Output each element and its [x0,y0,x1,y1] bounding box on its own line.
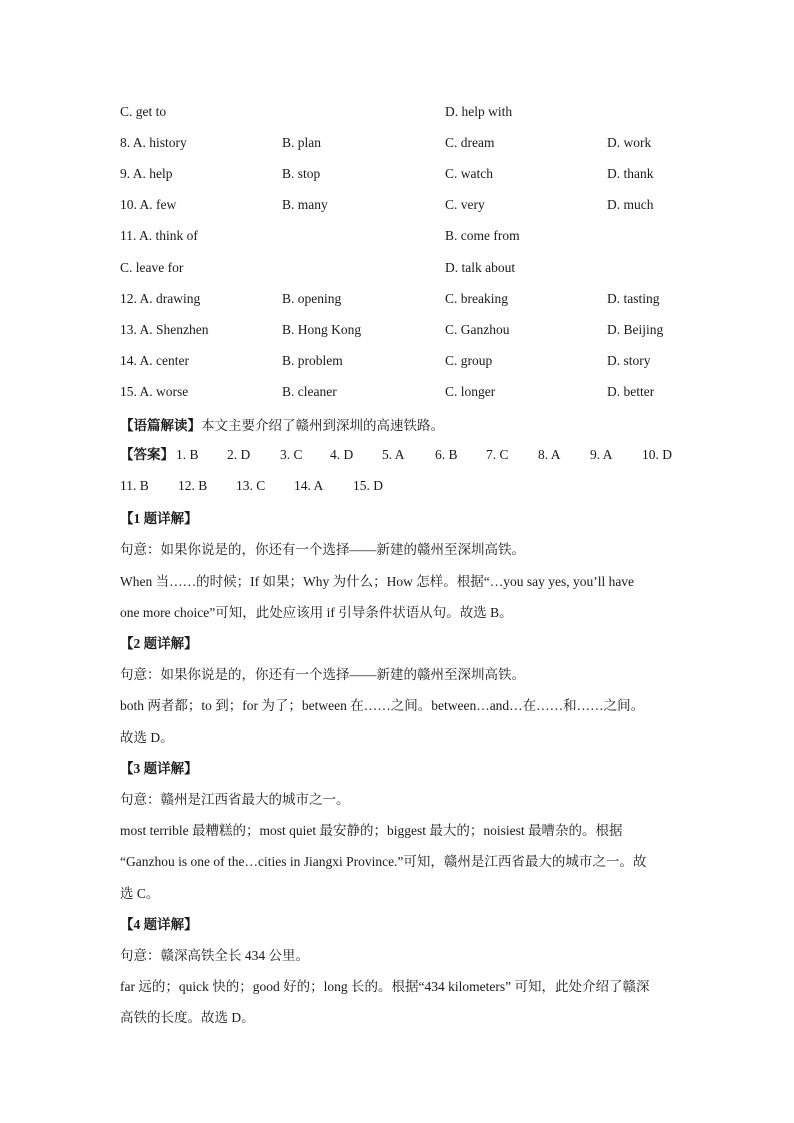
answer-item: 10. D [642,447,672,462]
answer-item: 3. C [280,447,303,462]
detail-heading: 【1 题详解】 [120,511,198,526]
option-a: 15. A. worse [120,384,189,399]
passage-summary [120,414,444,434]
answer-label: 【答案】 [120,447,174,462]
option-c: C. watch [445,166,493,181]
detail-line: 句意：如果你说是的，你还有一个选择——新建的赣州至深圳高铁。 [120,542,525,557]
option-c: C. breaking [445,291,508,306]
option-a: 11. A. think of [120,228,198,243]
answer-item: 9. A [590,447,613,462]
option-b: B. cleaner [282,384,337,399]
detail-line: 选 C。 [120,886,160,901]
option-a: 9. A. help [120,166,173,181]
option-d: D. better [607,384,655,399]
detail-line: When 当……的时候；If 如果；Why 为什么；How 怎样。根据“…you say yes, you’ll have [120,574,635,589]
option-b: B. plan [282,135,321,150]
detail-heading: 【4 题详解】 [120,917,198,932]
answer-item: 1. B [176,447,199,462]
answer-item: 6. B [435,447,458,462]
option-c: C. group [445,353,493,368]
option-d: D. story [607,353,651,368]
answer-item: 2. D [227,447,251,462]
option-d: D. talk about [445,260,516,275]
detail-line: far 远的；quick 快的；good 好的；long 长的。根据“434 kilometers” 可知，此处介绍了赣深 [120,979,650,994]
summary-label: 【语篇解读】 [120,418,201,433]
option-c: C. dream [445,135,495,150]
detail-line: both 两者都；to 到；for 为了；between 在……之间。between…and…在……和……之间。 [120,698,645,713]
option-b: B. stop [282,166,321,181]
detail-line: 高铁的长度。故选 D。 [120,1010,255,1025]
answer-item: 7. C [486,447,509,462]
detail-line: most terrible 最糟糕的；most quiet 最安静的；biggest 最大的；noisiest 最嘈杂的。根据 [120,823,623,838]
option-b: B. problem [282,353,343,368]
detail-heading: 【3 题详解】 [120,761,198,776]
answer-item: 5. A [382,447,405,462]
option-b: B. come from [445,228,520,243]
answer-item: 15. D [353,478,383,493]
option-b: B. opening [282,291,342,306]
option-d: D. Beijing [607,322,664,337]
answer-key-row-1 [120,445,680,465]
detail-line: one more choice”可知，此处应该用 if 引导条件状语从句。故选 B。 [120,605,513,620]
detail-heading: 【2 题详解】 [120,636,198,651]
detail-line: “Ganzhou is one of the…cities in Jiangxi Province.”可知，赣州是江西省最大的城市之一。故 [120,854,647,869]
option-c: C. Ganzhou [445,322,510,337]
detail-line: 句意：赣深高铁全长 434 公里。 [120,948,309,963]
option-a: 13. A. Shenzhen [120,322,209,337]
option-d: D. help with [445,104,513,119]
option-b: B. Hong Kong [282,322,362,337]
option-d: D. much [607,197,654,212]
option-d: D. tasting [607,291,660,306]
summary-text: 本文主要介绍了赣州到深圳的高速铁路。 [201,418,444,433]
option-c: C. leave for [120,260,184,275]
option-d: D. work [607,135,652,150]
option-d: D. thank [607,166,654,181]
answer-item: 11. B [120,478,149,493]
detail-line: 句意：如果你说是的，你还有一个选择——新建的赣州至深圳高铁。 [120,667,525,682]
option-a: 10. A. few [120,197,177,212]
option-c: C. get to [120,104,167,119]
detail-line: 句意：赣州是江西省最大的城市之一。 [120,792,350,807]
option-a: 8. A. history [120,135,187,150]
answer-item: 13. C [236,478,266,493]
option-c: C. longer [445,384,496,399]
answer-item: 14. A [294,478,324,493]
option-a: 14. A. center [120,353,189,368]
answer-item: 8. A [538,447,561,462]
answer-item: 4. D [330,447,354,462]
detail-line: 故选 D。 [120,730,174,745]
answer-key-row-2 [120,476,420,496]
answer-item: 12. B [178,478,208,493]
option-a: 12. A. drawing [120,291,201,306]
option-c: C. very [445,197,485,212]
option-b: B. many [282,197,328,212]
